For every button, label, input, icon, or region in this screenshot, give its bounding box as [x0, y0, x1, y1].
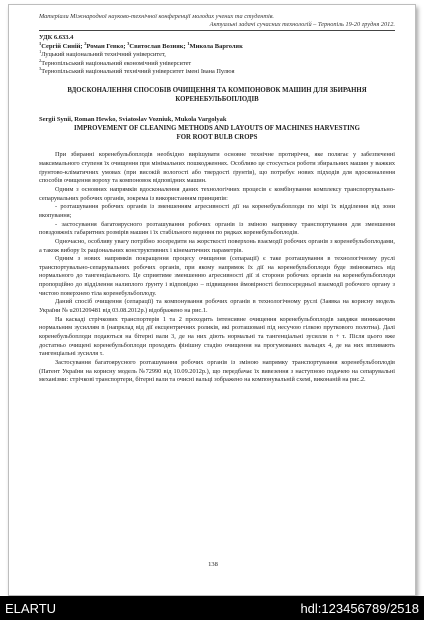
repository-name: ELARTU [5, 601, 57, 616]
document-page [8, 4, 416, 596]
affiliation-sup: 3 [39, 66, 42, 72]
article-body [39, 151, 395, 385]
author-sup: 1 [39, 40, 42, 46]
affiliation [39, 48, 395, 60]
body-paragraph: Одним з основних напрямків вдосконалення даних технологічних процесів є комбінування комплексу транспортувально-сепарувальних робочих органів, зокрема із використанням принципів: [39, 185, 395, 202]
conference-header-line-2: Актуальні задачі сучасних технологій – Тернопіль 19-20 грудня 2012. [209, 21, 395, 28]
affiliation [39, 68, 395, 77]
affiliation-text: Тернопільський національний економічний університет [41, 59, 192, 67]
body-paragraph: При збиранні коренебульбоплодів необхідно вирішувати основне технічне протиріччя, яке полягає у забезпеченні максимального ступеня їх очищення при мінімальних пошкодженнях. Особливо це стосується роботи збиральних машин у важких ґрунтово-кліматичних умовах (при високій вологості або твердості ґрунтів), що потребує нових підходів для вдосконалення способів очищення вороху та компоновок відповідних машин. [39, 151, 395, 185]
author-name: Микола Варголяк [189, 42, 243, 50]
udc-code: УДК 6.633.4 [39, 34, 74, 41]
author-sup: 2 [84, 40, 87, 46]
author-name: Роман Гевко; [86, 42, 128, 50]
affiliation-text: Тернопільський національний технічний університет імені Івана Пулюя [41, 68, 235, 76]
body-paragraph: На каскаді стрічкових транспортерів 1 та 2 проходить інтенсивне очищення коренебульбоплодів завдяки виникаючим нормальним зусиллям n (напрклад від дії ексцентричних роликів, які розташовані під несучою гілкою пруткового полотна). Далі коренебульбоплоди подаються на бітерні вали 3, де на них діють нормальні та тангенціальні зусилля n + τ. Після цього вже достатньо очищені коренебульбоплоди проходять фінішну стадію очищення на прогумованих вальцях 4, де на них впливають тангенціальні зусилля τ. [39, 315, 395, 358]
handle-identifier: hdl:123456789/2518 [300, 601, 419, 616]
body-paragraph: Застосування багатоярусного розташування робочих органів із зміною напрямку транспортування коренебульбоплодів (Патент України на корисну модель №72990 від 10.09.2012р.), що передбачає їх вивезення з наступною подачею на сепарувальні механізми: стрічкові транспортери, бітерні вали та очисні вальці зображено на компонувальній схемі, виконаній на рис.2. [39, 359, 395, 384]
body-paragraph: - розташування робочих органів із зменшенням агресивності дії на коренебульбоплоди по мірі їх відділення від зони вкопування; [39, 203, 395, 219]
title-english: IMPROVEMENT OF CLEANING METHODS AND LAYOUTS OF MACHINES HARVESTING FOR ROOT BULB CROPS [74, 125, 360, 142]
authors-english: Sergii Synii, Roman Hewko, Sviatoslav Vozniuk, Mukola Vargolyak [39, 115, 227, 123]
body-paragraph: Одночасно, особливу увагу потрібно зосередити на жорсткості поверхонь взаємодії робочих органів з коренебульбоплодами, а також вибору їх раціональних конструктивних і кінематичних параметрів. [39, 237, 395, 254]
conference-header-line-1: Матеріали Міжнародної науково-технічної конференції молодих учених та студентів. [39, 13, 275, 20]
author-name: Сергій Синій; [41, 42, 85, 50]
affiliation-sup: 2 [39, 57, 42, 63]
body-paragraph: Даний спосіб очищення (сепарації) та компонування робочих органів в технологічному руслі (Заявка на корисну модель України № u201209481 від 03.08.2012р.) відображено на рис.1. [39, 298, 395, 315]
body-paragraph: Одним з нових напрямків покращення процесу очищення (сепарації) є таке розташування в технологічному руслі транспортувально-сепарувальних робочих органів, при якому напрямок їх дії на коренебульбоплоди буде змінюватись від нормального до тангенціального. Це сприятиме зменшенню агресивності дії зі сторони робочих органів на коренебульбоплоди пропорційно до відділення налиплого ґрунту і відповідно – підвищення ймовірності безпосередньої взаємодії робочого органу з чистою поверхнею тіла коренебульбоплоду. [39, 255, 395, 297]
authors-ua [39, 40, 395, 52]
affiliation-text: Луцький національний технічний університет, [41, 51, 166, 58]
page-number: 138 [208, 561, 218, 568]
affiliation-sup: 1 [39, 48, 42, 54]
repository-footer-bar [0, 596, 424, 620]
header-divider [39, 30, 395, 31]
author-sup: 3 [127, 40, 130, 46]
body-paragraph: - застосування багатоярусного розташування робочих органів із зміною напрямку транспортування для зменшення повздовжніх габаритних розмірів машин і їх стабільного ведення по рядках коренебульбоплодів. [39, 220, 395, 237]
author-sup: 1 [187, 40, 190, 46]
page-content [39, 13, 395, 385]
author-name: Святослав Возняк; [129, 42, 188, 50]
title-ukrainian: ВДОСКОНАЛЕННЯ СПОСОБІВ ОЧИЩЕННЯ ТА КОМПОНОВОК МАШИН ДЛЯ ЗБИРАННЯ КОРЕНЕБУЛЬБОПЛОДІВ [67, 86, 367, 103]
